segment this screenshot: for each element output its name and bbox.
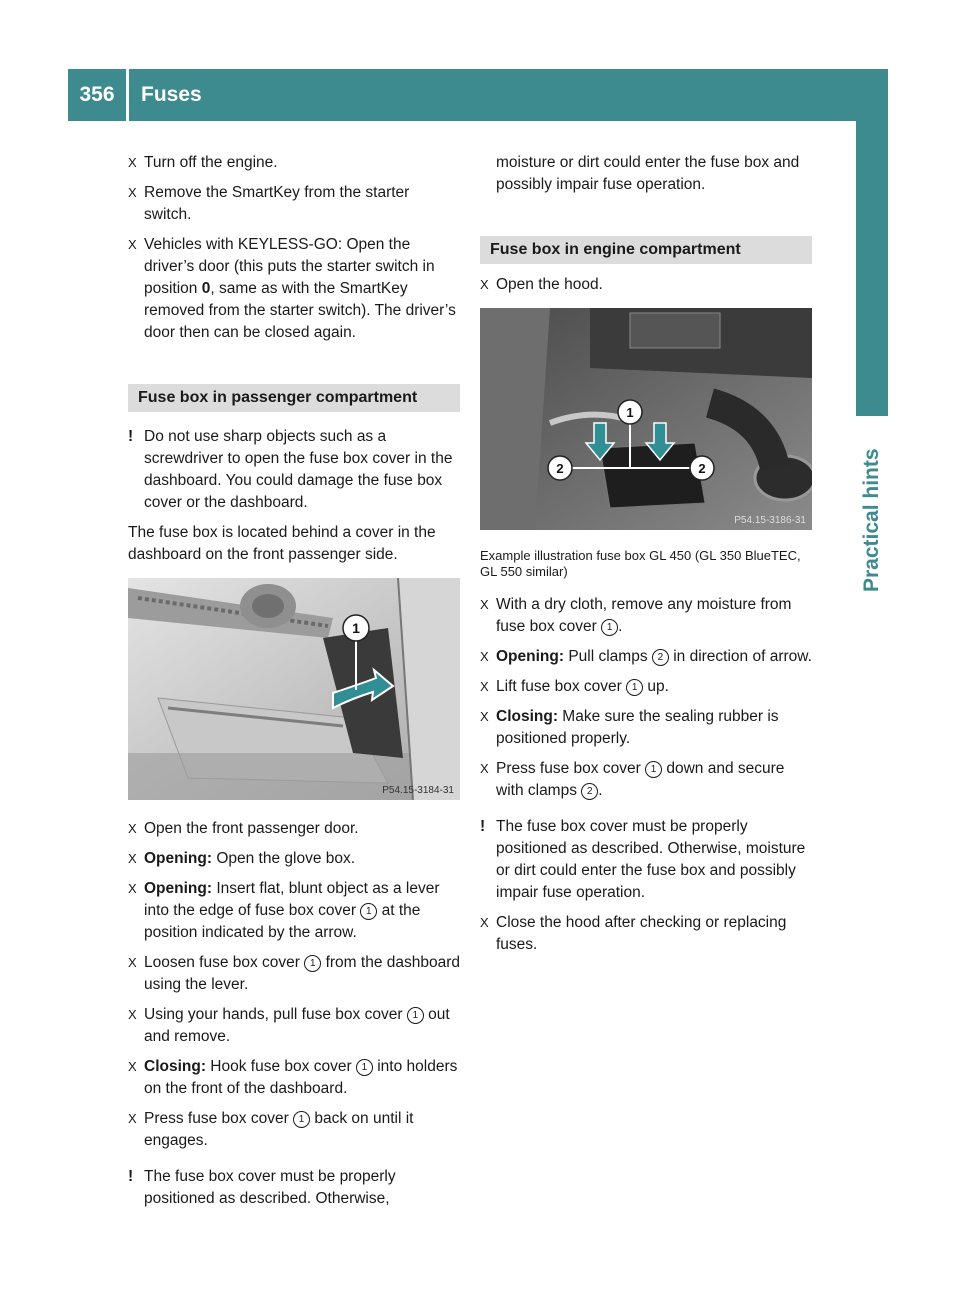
left-column bbox=[128, 152, 460, 1218]
callout-number: 1 bbox=[626, 679, 643, 696]
callout-number: 2 bbox=[652, 649, 669, 666]
step-marker-icon: X bbox=[480, 597, 489, 612]
step-marker-icon: X bbox=[480, 709, 489, 724]
warning-note: ! The fuse box cover must be properly positioned as described. Otherwise, bbox=[128, 1168, 396, 1207]
step: X Press fuse box cover 1 down and secure with clamps 2 . bbox=[480, 760, 785, 799]
callout-number: 1 bbox=[356, 1059, 373, 1076]
step-marker-icon: X bbox=[128, 237, 137, 252]
step-marker-icon: X bbox=[128, 881, 137, 896]
callout-number: 1 bbox=[304, 955, 321, 972]
step: X Remove the SmartKey from the starter switch. bbox=[128, 184, 410, 223]
step-marker-icon: X bbox=[128, 185, 137, 200]
step: X Open the hood. bbox=[480, 274, 812, 296]
section-heading: Fuse box in passenger compartment bbox=[128, 384, 460, 412]
figure-code: P54.15-3186-31 bbox=[734, 515, 806, 526]
figure-code: P54.15-3184-31 bbox=[382, 785, 454, 796]
passenger-fuse-box-figure bbox=[128, 578, 460, 800]
page-header bbox=[68, 69, 888, 121]
engine-fuse-box-figure bbox=[480, 308, 812, 530]
step: X Opening: Open the glove box. bbox=[128, 848, 460, 870]
warning-note: ! Do not use sharp objects such as a screwdriver to open the fuse box cover in the dashboard. You could damage the fuse box cover or the dashboard. bbox=[128, 428, 453, 511]
page-title: Fuses bbox=[141, 83, 202, 106]
header-divider bbox=[126, 69, 129, 121]
step-marker-icon: X bbox=[128, 1111, 137, 1126]
step-marker-icon: X bbox=[128, 1007, 137, 1022]
step-marker-icon: X bbox=[128, 1059, 137, 1074]
step: X With a dry cloth, remove any moisture from fuse box cover 1 . bbox=[480, 596, 792, 635]
step-marker-icon: X bbox=[128, 955, 137, 970]
right-column bbox=[480, 152, 812, 964]
chapter-tab bbox=[856, 121, 888, 416]
step-marker-icon: X bbox=[128, 821, 137, 836]
step: X Closing: Hook fuse box cover 1 into holders on the front of the dashboard. bbox=[128, 1058, 458, 1097]
callout-number: 1 bbox=[360, 903, 377, 920]
callout-number: 1 bbox=[645, 761, 662, 778]
step: X Lift fuse box cover 1 up. bbox=[480, 676, 812, 698]
callout-1: 1 bbox=[626, 405, 634, 420]
step-marker-icon: X bbox=[480, 649, 489, 664]
callout-number: 1 bbox=[293, 1111, 310, 1128]
continuation-text: moisture or dirt could enter the fuse box and possibly impair fuse operation. bbox=[496, 154, 800, 193]
warning-icon: ! bbox=[480, 818, 486, 835]
step: X Loosen fuse box cover 1 from the dashboard using the lever. bbox=[128, 954, 461, 993]
callout-2-right: 2 bbox=[698, 461, 706, 476]
step: X Opening: Insert flat, blunt object as a lever into the edge of fuse box cover 1 at the position indicated by the arrow. bbox=[128, 880, 440, 941]
callout-1: 1 bbox=[352, 620, 360, 636]
callout-number: 1 bbox=[601, 619, 618, 636]
step-marker-icon: X bbox=[480, 277, 489, 292]
section-heading: Fuse box in engine compartment bbox=[480, 236, 812, 264]
step: X Turn off the engine. bbox=[128, 152, 460, 174]
chapter-label: Practical hints bbox=[860, 448, 883, 592]
step: X Press fuse box cover 1 back on until it engages. bbox=[128, 1110, 414, 1149]
step: X Vehicles with KEYLESS-GO: Open the driver’s door (this puts the starter switch in position 0, same as with the SmartKey removed from the starter switch). The driver’s door then can be closed again. bbox=[128, 236, 456, 341]
step-marker-icon: X bbox=[480, 761, 489, 776]
page-number: 356 bbox=[79, 83, 115, 106]
step-marker-icon: X bbox=[128, 155, 137, 170]
warning-note: ! The fuse box cover must be properly positioned as described. Otherwise, moisture or dirt could enter the fuse box and possibly impair fuse operation. bbox=[480, 818, 806, 901]
step: X Close the hood after checking or replacing fuses. bbox=[480, 914, 787, 953]
step: X Open the front passenger door. bbox=[128, 818, 460, 840]
step: X Opening: Pull clamps 2 in direction of arrow. bbox=[480, 646, 812, 668]
figure-caption: Example illustration fuse box GL 450 (GL 350 BlueTEC, GL 550 similar) bbox=[480, 548, 801, 579]
step: X Closing: Make sure the sealing rubber is positioned properly. bbox=[480, 708, 779, 747]
step-marker-icon: X bbox=[128, 851, 137, 866]
intro-paragraph: The fuse box is located behind a cover in the dashboard on the front passenger side. bbox=[128, 524, 436, 563]
callout-number: 1 bbox=[407, 1007, 424, 1024]
callout-number: 2 bbox=[581, 783, 598, 800]
callout-2-left: 2 bbox=[556, 461, 564, 476]
step: X Using your hands, pull fuse box cover 1 out and remove. bbox=[128, 1006, 450, 1045]
warning-icon: ! bbox=[128, 428, 134, 445]
step-marker-icon: X bbox=[480, 679, 489, 694]
step-marker-icon: X bbox=[480, 915, 489, 930]
warning-icon: ! bbox=[128, 1168, 134, 1185]
